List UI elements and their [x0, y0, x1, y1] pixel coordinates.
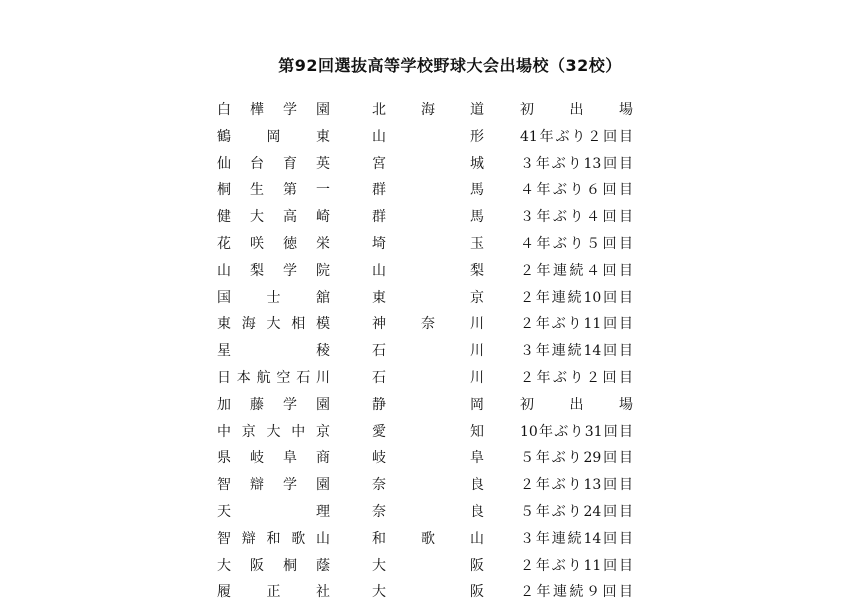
school-name: 智辯和歌山 [217, 530, 330, 547]
prefecture: 奈良 [372, 504, 484, 520]
prefecture: 愛知 [372, 423, 484, 440]
school-name: 白樺学園 [217, 102, 330, 118]
appearance-record: ３年ぶり13回目 [520, 155, 633, 172]
appearance-record: ３年連続14回目 [520, 343, 633, 360]
school-name: 日本航空石川 [217, 370, 330, 386]
appearance-record: ２年連続９回目 [520, 584, 633, 601]
school-row [217, 392, 633, 418]
appearance-record: 初出場 [520, 102, 633, 118]
school-row [217, 258, 633, 284]
school-row [217, 472, 633, 498]
school-row [217, 124, 633, 150]
school-row [217, 526, 633, 552]
school-row [217, 338, 633, 364]
appearance-record: 10年ぶり31回目 [520, 423, 633, 440]
prefecture: 和歌山 [372, 530, 484, 547]
appearance-record: ４年ぶり６回目 [520, 182, 633, 199]
prefecture: 群馬 [372, 182, 484, 199]
appearance-record: ５年ぶり24回目 [520, 504, 633, 520]
prefecture: 静岡 [372, 396, 484, 413]
school-row [217, 177, 633, 203]
school-row [217, 285, 633, 311]
prefecture: 埼玉 [372, 236, 484, 252]
prefecture: 北海道 [372, 102, 484, 118]
school-row [217, 579, 633, 605]
school-row [217, 419, 633, 445]
school-name: 県岐阜商 [217, 450, 330, 467]
school-name: 大阪桐蔭 [217, 557, 330, 574]
appearance-record: ３年連続14回目 [520, 530, 633, 547]
school-name: 星稜 [217, 343, 330, 360]
prefecture: 大阪 [372, 557, 484, 574]
school-name: 中京大中京 [217, 423, 330, 440]
prefecture: 山梨 [372, 262, 484, 279]
school-name: 東海大相模 [217, 316, 330, 333]
school-name: 健大高崎 [217, 209, 330, 226]
prefecture: 石川 [372, 370, 484, 386]
school-name: 天理 [217, 504, 330, 520]
school-name: 山梨学院 [217, 262, 330, 279]
school-row [217, 365, 633, 391]
school-row [217, 311, 633, 337]
school-row [217, 151, 633, 177]
school-name: 履正社 [217, 584, 330, 601]
appearance-record: ２年ぶり13回目 [520, 477, 633, 494]
school-name: 智辯学園 [217, 477, 330, 494]
prefecture: 奈良 [372, 477, 484, 494]
school-row [217, 231, 633, 257]
prefecture: 山形 [372, 128, 484, 145]
appearance-record: ２年連続10回目 [520, 289, 633, 306]
appearance-record: 41年ぶり２回目 [520, 128, 633, 145]
school-name: 国士舘 [217, 289, 330, 306]
appearance-record: ５年ぶり29回目 [520, 450, 633, 467]
appearance-record: ２年ぶり11回目 [520, 316, 633, 333]
school-row [217, 445, 633, 471]
prefecture: 群馬 [372, 209, 484, 226]
prefecture: 岐阜 [372, 450, 484, 467]
appearance-record: ４年ぶり５回目 [520, 236, 633, 252]
prefecture: 石川 [372, 343, 484, 360]
school-name: 桐生第一 [217, 182, 330, 199]
school-row [217, 499, 633, 525]
appearance-record: ２年ぶり２回目 [520, 370, 633, 386]
appearance-record: ３年ぶり４回目 [520, 209, 633, 226]
prefecture: 東京 [372, 289, 484, 306]
appearance-record: ２年連続４回目 [520, 262, 633, 279]
school-name: 花咲徳栄 [217, 236, 330, 252]
school-row [217, 97, 633, 123]
school-name: 加藤学園 [217, 396, 330, 413]
school-name: 仙台育英 [217, 155, 330, 172]
prefecture: 神奈川 [372, 316, 484, 333]
school-row [217, 204, 633, 230]
document-title: 第92回選抜高等学校野球大会出場校（32校） [278, 56, 622, 75]
school-row [217, 553, 633, 579]
appearance-record: ２年ぶり11回目 [520, 557, 633, 574]
prefecture: 宮城 [372, 155, 484, 172]
prefecture: 大阪 [372, 584, 484, 601]
appearance-record: 初出場 [520, 396, 633, 413]
school-name: 鶴岡東 [217, 128, 330, 145]
